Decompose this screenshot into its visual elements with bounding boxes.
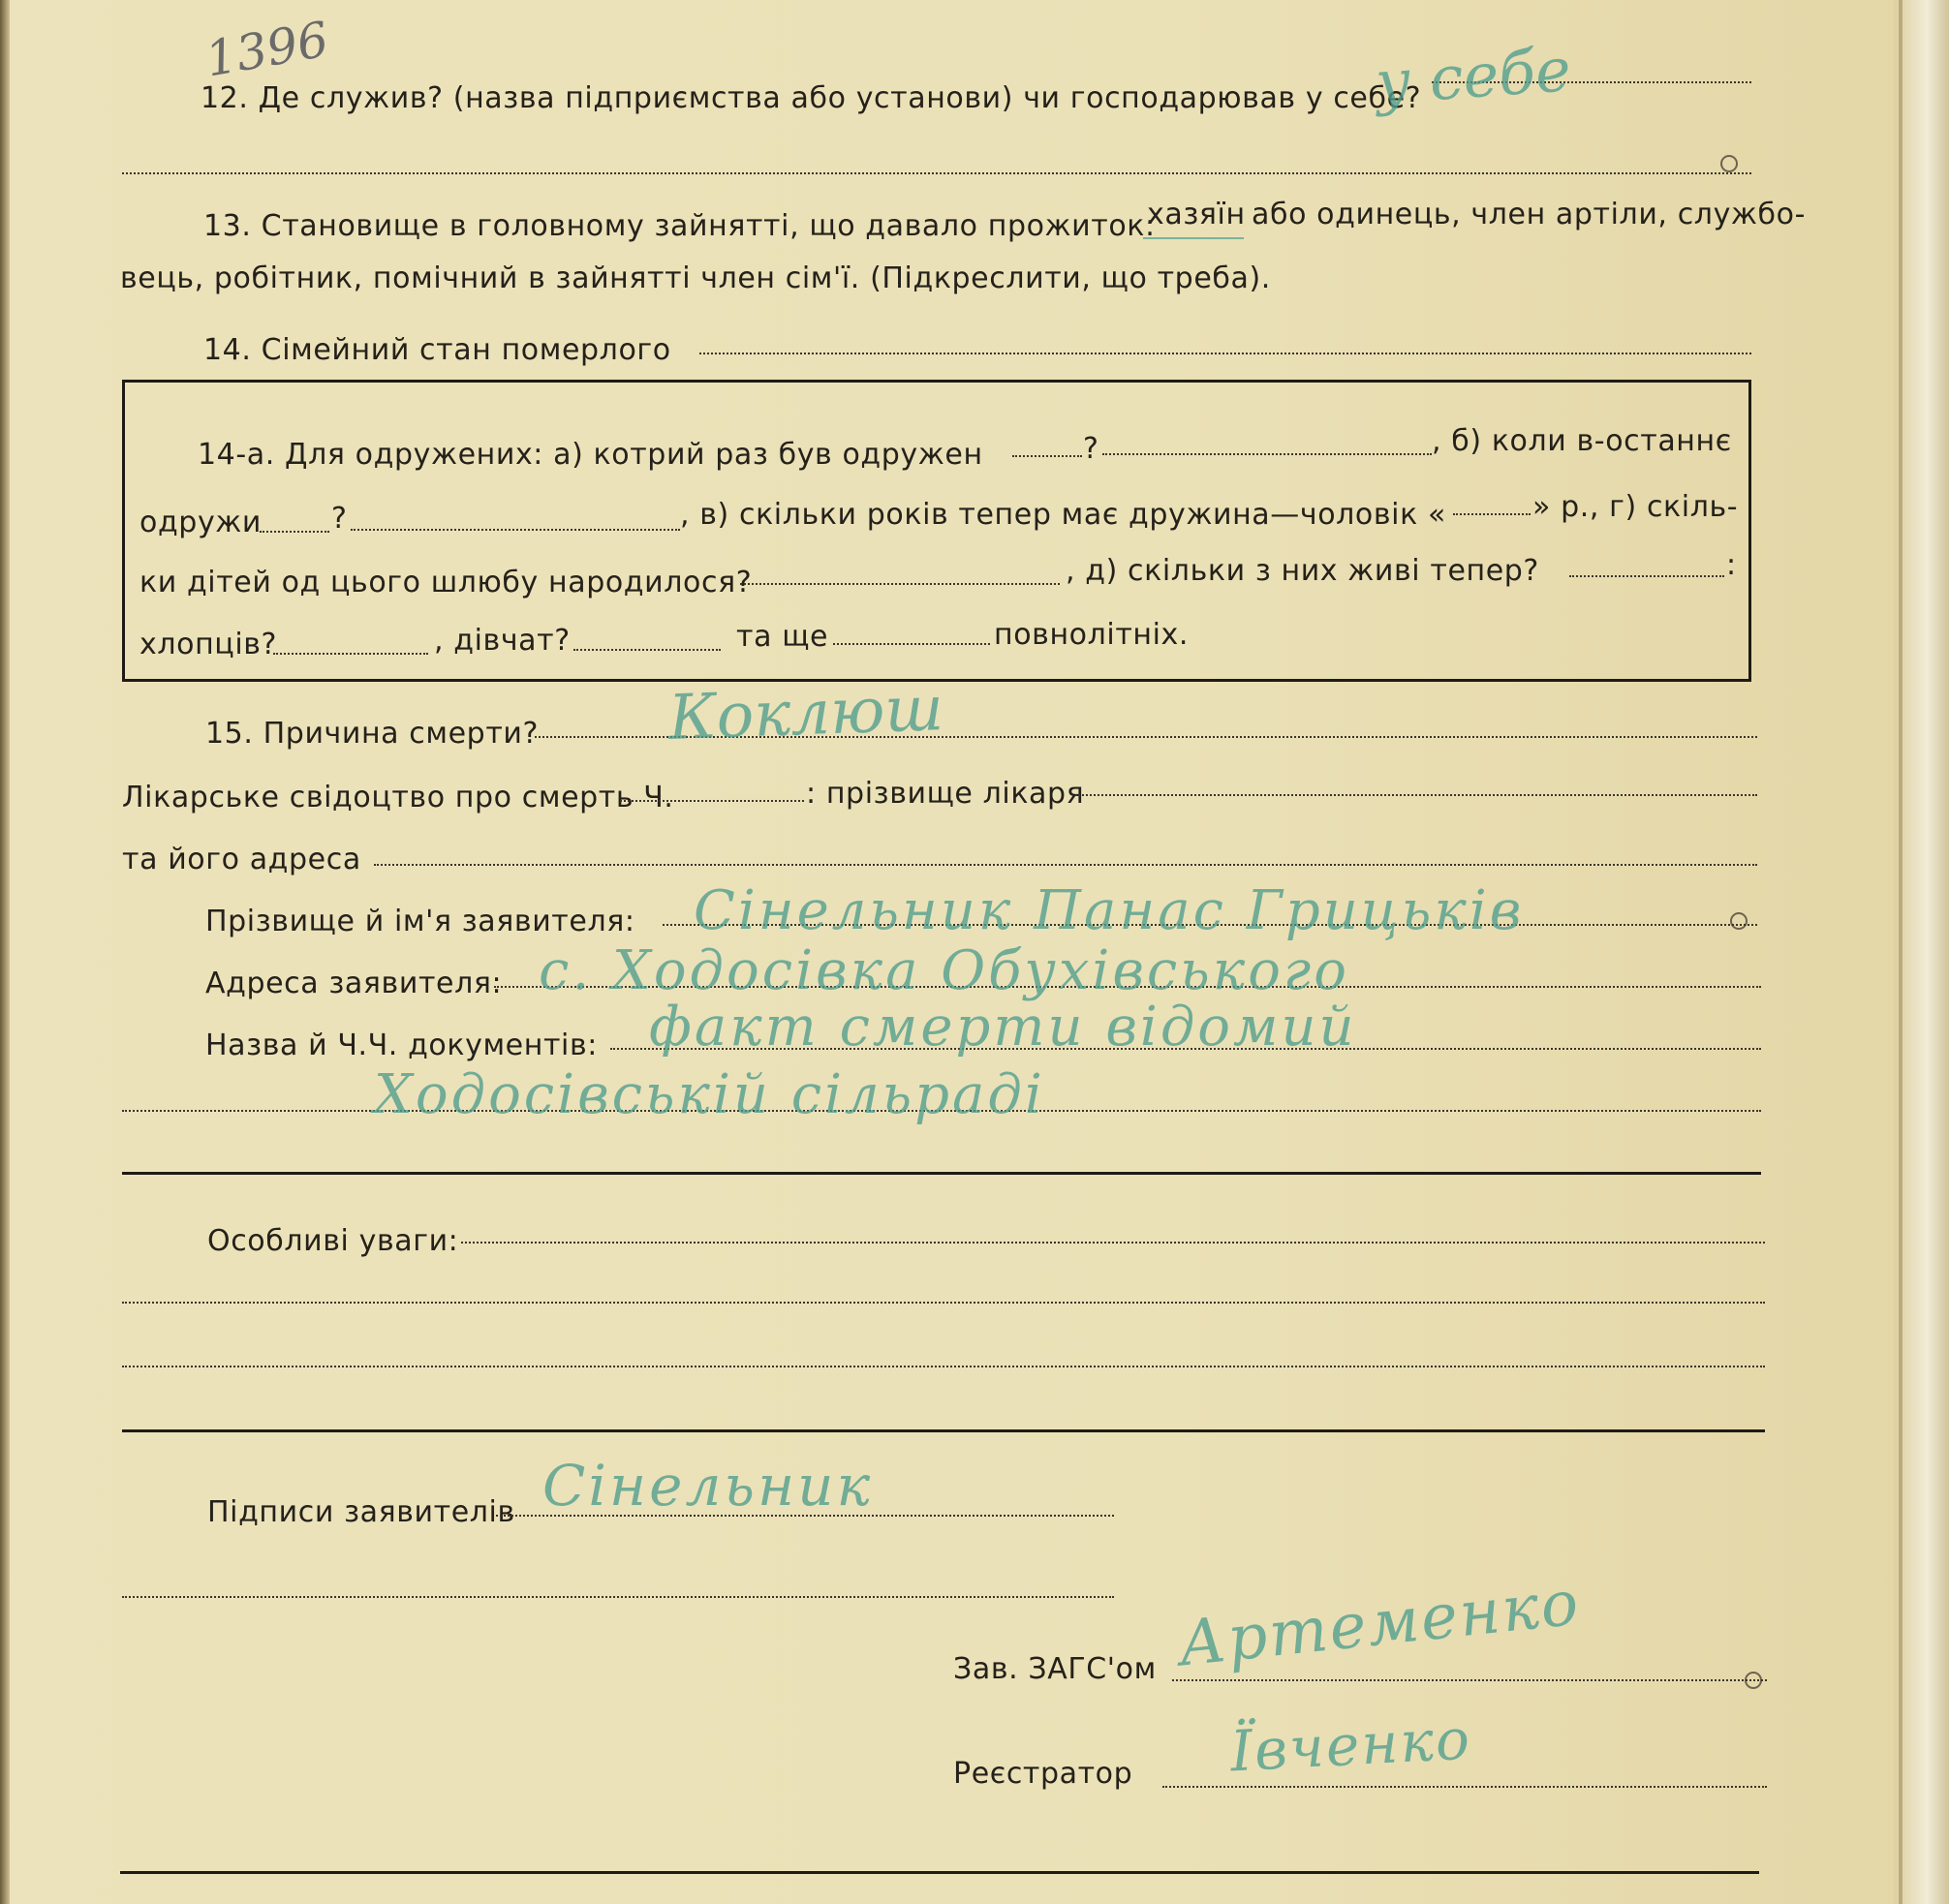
bottom-divider xyxy=(120,1871,1759,1874)
q12-answer: у себе xyxy=(1373,34,1573,118)
q13-owner-underline xyxy=(1143,237,1244,239)
q14a-line3a: ки дітей од цього шлюбу народилося? xyxy=(139,566,753,599)
q14a-times-line-b xyxy=(1102,453,1432,455)
q14a-line4a: хлопців? xyxy=(139,628,278,661)
registrar-signature: Ївченко xyxy=(1228,1705,1473,1785)
q14a-line3b: , д) скільки з них живі тепер? xyxy=(1066,554,1539,588)
notes-line-2 xyxy=(122,1302,1765,1304)
q14a-boys-line xyxy=(273,653,428,655)
documents-value-2: Ходосівській сільраді xyxy=(374,1063,1045,1126)
notes-label: Особливі уваги: xyxy=(207,1224,459,1258)
q14a-alive-line xyxy=(1569,575,1724,577)
applicant-address-label: Адреса заявителя: xyxy=(205,967,503,1000)
doctor-name-line xyxy=(1075,794,1757,796)
head-signature-line xyxy=(1172,1679,1767,1681)
q14-answer-line xyxy=(699,353,1751,354)
q14a-line1b: , б) коли в-останнє xyxy=(1432,424,1732,458)
q14-label: 14. Сімейний стан померлого xyxy=(203,333,671,367)
q14a-line2a: одружи xyxy=(139,506,263,539)
applicant-address-value: с. Ходосівка Обухівського xyxy=(539,939,1349,1002)
doctor-certificate-label: Лікарське свідоцтво про смерть Ч. xyxy=(122,781,674,814)
registrar-label: Реєстратор xyxy=(953,1757,1133,1791)
doctor-certificate-line xyxy=(620,800,804,802)
q14a-times-line xyxy=(1012,455,1082,457)
registrar-signature-line xyxy=(1162,1786,1767,1788)
q12-label: 12. Де служив? (назва підприємства або установи) чи господарював у себе? xyxy=(201,81,1422,115)
page-left-edge xyxy=(0,0,10,1904)
q14a-children-line xyxy=(740,583,1060,585)
q14a-line1a: 14-а. Для одружених: а) котрий раз був одружен xyxy=(198,438,983,472)
q14a-when-line-b xyxy=(351,529,680,531)
q15-label: 15. Причина смерти? xyxy=(205,717,540,751)
head-signature: Артеменко xyxy=(1175,1567,1584,1681)
q14a-line4d: повнолітніх. xyxy=(994,618,1190,652)
q12-continuation-line xyxy=(122,172,1751,174)
q14a-line4b: , дівчат? xyxy=(434,624,571,658)
applicant-name-label: Прізвище й ім'я заявителя: xyxy=(205,905,635,938)
binding-hole xyxy=(1720,155,1738,172)
archive-number: 1396 xyxy=(201,11,333,88)
documents-value-1: факт смерти відомий xyxy=(649,996,1357,1059)
q14a-line2b: , в) скільки років тепер має дружина—чоловік « xyxy=(680,498,1446,532)
q14a-girls-line xyxy=(573,649,721,651)
doctor-address-label: та його адреса xyxy=(122,843,361,876)
q15-answer: Коклюш xyxy=(666,673,945,754)
q14a-line2-q: ? xyxy=(331,502,348,536)
binding-hole xyxy=(1730,912,1748,930)
q14a-line2c: » р., г) скіль- xyxy=(1532,490,1739,524)
applicant-name-value: Сінельник Панас Грицьків xyxy=(694,879,1525,942)
q14a-line3c: : xyxy=(1726,548,1737,582)
applicant-signature-line-2 xyxy=(122,1596,1114,1598)
applicant-signature: Сінельник xyxy=(542,1453,874,1519)
head-label: Зав. ЗАГС'ом xyxy=(953,1652,1157,1686)
q14a-line4c: та ще xyxy=(736,620,829,654)
q13-option-owner: хазяїн xyxy=(1147,198,1246,231)
q13-line2: вець, робітник, помічний в зайнятті член сім'ї. (Підкреслити, що треба). xyxy=(120,261,1271,295)
q13-line1-suffix: або одинець, член артіли, службо- xyxy=(1252,198,1807,231)
applicant-signature-label: Підписи заявителів xyxy=(207,1495,515,1529)
documents-label: Назва й Ч.Ч. документів: xyxy=(205,1029,598,1062)
q13-line1-prefix: 13. Становище в головному зайнятті, що давало прожиток: xyxy=(203,209,1156,243)
section-divider xyxy=(122,1172,1761,1175)
doctor-address-line xyxy=(374,864,1757,866)
q14a-spouse-age-line xyxy=(1453,513,1531,515)
doctor-name-label: : прізвище лікаря xyxy=(806,777,1085,811)
q14a-when-line xyxy=(260,531,329,533)
q14a-line1-q: ? xyxy=(1083,432,1099,466)
q14a-adults-line xyxy=(833,643,990,645)
notes-line-3 xyxy=(122,1366,1765,1367)
page-fold xyxy=(1899,0,1903,1904)
notes-divider xyxy=(122,1429,1765,1432)
notes-line-1 xyxy=(461,1242,1765,1244)
